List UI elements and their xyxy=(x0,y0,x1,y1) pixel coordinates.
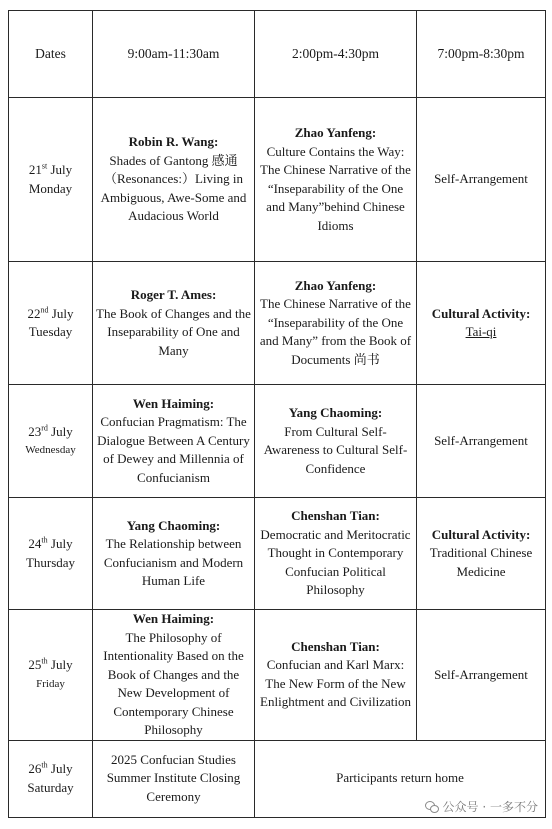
session-title: The Relationship between Confucianism and Modern Human Life xyxy=(103,536,244,588)
schedule-table xyxy=(8,10,546,818)
afternoon-session xyxy=(255,610,417,741)
date-line: 23rd July xyxy=(28,423,73,439)
watermark-text: 公众号 · 一多不分 xyxy=(442,800,538,814)
morning-session xyxy=(93,498,255,610)
header-dates: Dates xyxy=(9,11,93,98)
header-afternoon: 2:00pm-4:30pm xyxy=(255,11,417,98)
weekday: Monday xyxy=(28,180,73,196)
date-cell xyxy=(9,262,93,385)
header-morning: 9:00am-11:30am xyxy=(93,11,255,98)
evening-session xyxy=(417,385,546,498)
watermark xyxy=(425,798,538,815)
session-title: Culture Contains the Way: The Chinese Narrative of the “Inseparability of the One and Many”behind Chinese Idioms xyxy=(260,143,411,233)
speaker-name: Chenshan Tian: xyxy=(291,508,380,524)
morning-session xyxy=(93,740,255,817)
speaker-name: Chenshan Tian: xyxy=(291,638,380,654)
table-row xyxy=(9,98,546,262)
table-row xyxy=(9,498,546,610)
evening-session xyxy=(417,610,546,741)
date-cell xyxy=(9,98,93,262)
date-line: 25th July xyxy=(28,656,73,673)
morning-session xyxy=(93,610,255,741)
afternoon-session xyxy=(255,498,417,610)
table-row xyxy=(9,385,546,498)
activity-label: Cultural Activity: xyxy=(431,305,531,321)
date-line: 26th July xyxy=(28,760,73,776)
weekday: Saturday xyxy=(27,779,74,795)
date-cell xyxy=(9,498,93,610)
date-cell xyxy=(9,385,93,498)
session-title: The Chinese Narrative of the “Inseparability of the One and Many” from the Book of Documents 尚书 xyxy=(259,296,412,367)
header-row xyxy=(9,11,546,98)
date-cell xyxy=(9,610,93,741)
activity-label: Cultural Activity: xyxy=(431,526,531,542)
evening-session xyxy=(417,262,546,385)
session-title: Democratic and Meritocratic Thought in Contemporary Confucian Political Philosophy xyxy=(260,526,411,598)
afternoon-session xyxy=(255,385,417,498)
session-title: The Book of Changes and the Inseparability of One and Many xyxy=(96,305,251,358)
table-row xyxy=(9,610,546,741)
session-title: The Philosophy of Intentionality Based on the Book of Changes and the New Development of Contemporary Chinese Philosophy xyxy=(103,629,244,737)
speaker-name: Wen Haiming: xyxy=(132,395,215,411)
session-title: Participants return home xyxy=(336,770,464,786)
header-evening: 7:00pm-8:30pm xyxy=(417,11,546,98)
date-line: 24th July xyxy=(28,535,73,551)
activity-link[interactable]: Tai-qi xyxy=(465,324,497,339)
session-title: Confucian Pragmatism: The Dialogue Between A Century of Dewey and Millennia of Confucianism xyxy=(97,414,250,485)
morning-session xyxy=(93,262,255,385)
evening-session xyxy=(417,98,546,262)
weekday: Tuesday xyxy=(28,324,73,339)
afternoon-session xyxy=(255,262,417,385)
session-title: 2025 Confucian Studies Summer Institute Closing Ceremony xyxy=(106,751,241,804)
speaker-name: Zhao Yanfeng: xyxy=(294,125,377,140)
speaker-name: Wen Haiming: xyxy=(132,611,215,626)
date-line: 21st July xyxy=(28,161,73,177)
wechat-icon xyxy=(425,801,439,813)
session-title: From Cultural Self-Awareness to Cultural Self-Confidence xyxy=(263,423,408,476)
session-title: Confucian and Karl Marx: The New Form of the New Enlightment and Civilization xyxy=(260,657,411,710)
session-title: Self-Arrangement xyxy=(434,432,528,448)
speaker-name: Yang Chaoming: xyxy=(126,517,221,533)
speaker-name: Yang Chaoming: xyxy=(288,405,383,420)
date-line: 22nd July xyxy=(27,305,74,321)
afternoon-session xyxy=(255,98,417,262)
date-cell xyxy=(9,740,93,817)
evening-session xyxy=(417,498,546,610)
table-row xyxy=(9,262,546,385)
session-title: Self-Arrangement xyxy=(434,666,528,682)
weekday: Wednesday xyxy=(25,444,76,456)
speaker-name: Roger T. Ames: xyxy=(130,287,217,302)
weekday: Friday xyxy=(36,677,65,690)
morning-session xyxy=(93,98,255,262)
session-title: Shades of Gantong 感通（Resonances:）Living in Ambiguous, Awe-Some and Audacious World xyxy=(100,152,247,224)
morning-session xyxy=(93,385,255,498)
session-title: Self-Arrangement xyxy=(434,171,528,187)
session-title: Traditional Chinese Medicine xyxy=(429,545,533,579)
weekday: Thursday xyxy=(25,554,76,570)
speaker-name: Robin R. Wang: xyxy=(128,134,219,150)
speaker-name: Zhao Yanfeng: xyxy=(294,277,377,293)
